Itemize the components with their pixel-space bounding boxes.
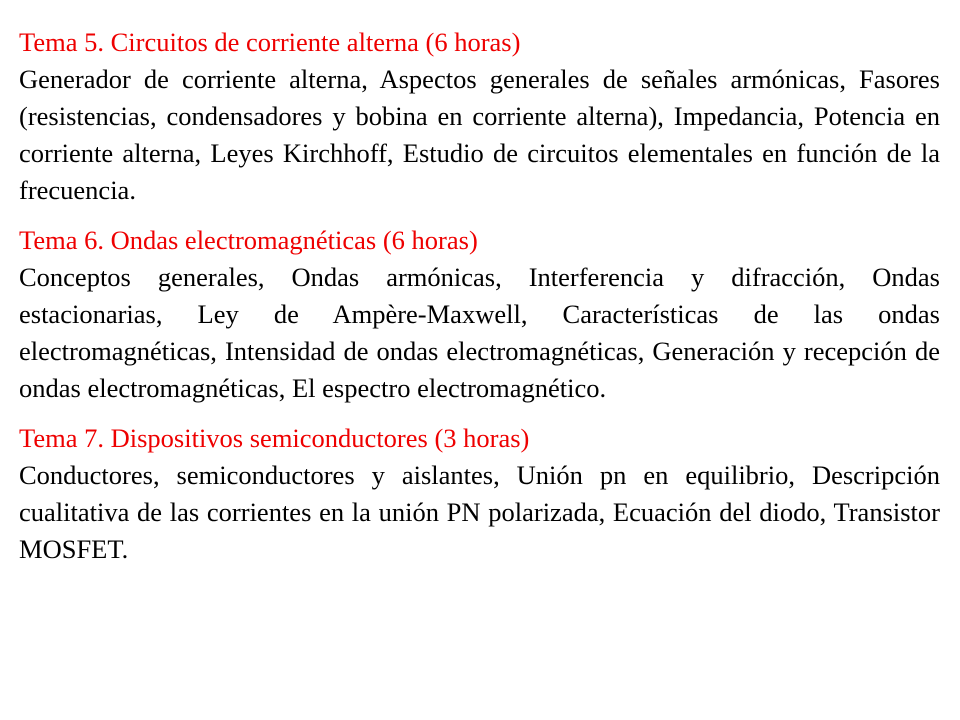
section-title: Tema 6. Ondas electromagnéticas (6 horas)	[19, 225, 478, 255]
section-tema-7	[19, 420, 940, 568]
syllabus-slide	[19, 24, 940, 568]
section-tema-5	[19, 24, 940, 209]
section-tema-6	[19, 222, 940, 407]
section-body: Generador de corriente alterna, Aspectos generales de señales armónicas, Fasores (resistencias, condensadores y bobina en corriente alterna), Impedancia, Potencia en corriente alterna, Leyes Kirchhoff, Estudio de circuitos elementales en función de la frecuencia.	[19, 64, 940, 205]
section-title: Tema 7. Dispositivos semiconductores (3 horas)	[19, 423, 530, 453]
section-title: Tema 5. Circuitos de corriente alterna (6 horas)	[19, 27, 521, 57]
section-body: Conductores, semiconductores y aislantes, Unión pn en equilibrio, Descripción cualitativa de las corrientes en la unión PN polarizada, Ecuación del diodo, Transistor MOSFET.	[19, 460, 940, 564]
section-body: Conceptos generales, Ondas armónicas, Interferencia y difracción, Ondas estacionarias, Ley de Ampère-Maxwell, Características de las ondas electromagnéticas, Intensidad de ondas electromagnéticas, Generación y recepción de ondas electromagnéticas, El espectro electromagnético.	[19, 262, 940, 403]
